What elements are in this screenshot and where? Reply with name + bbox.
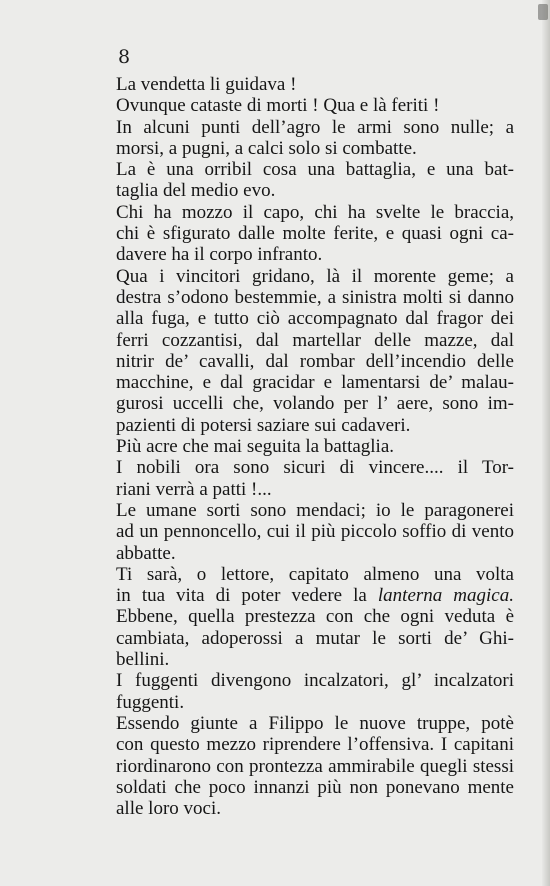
text-line-content: La vendetta li guidava ! xyxy=(116,74,297,95)
text-line xyxy=(116,521,514,542)
text-line xyxy=(116,372,514,393)
text-line-content: I nobili ora sono sicuri di vincere.... il Tor- xyxy=(116,457,514,479)
text-line-content: In alcuni punti dell’agro le armi sono nulle; a xyxy=(116,116,514,138)
text-line-content: destra s’odono bestemmie, a sinistra molti si danno xyxy=(116,286,514,308)
text-line xyxy=(116,564,514,585)
text-line-content: La è una orribil cosa una battaglia, e una bat- xyxy=(116,159,514,181)
text-line-content: gurosi uccelli che, volando per l’ aere, sono im- xyxy=(116,393,514,415)
text-line xyxy=(116,798,514,819)
text-line xyxy=(116,351,514,372)
text-line-content: fuggenti. xyxy=(116,691,185,713)
text-line-content: taglia del medio evo. xyxy=(116,180,276,202)
text-line xyxy=(116,479,514,500)
text-line xyxy=(116,585,514,606)
text-line-content: in tua vita di poter vedere la xyxy=(116,585,378,607)
text-line-content: morsi, a pugni, a calci solo si combatte. xyxy=(116,137,417,159)
text-line xyxy=(116,543,514,564)
text-line xyxy=(116,777,514,798)
text-line xyxy=(116,415,514,436)
body-text xyxy=(116,74,514,819)
text-line xyxy=(116,308,514,329)
text-line xyxy=(116,756,514,777)
binding-shadow xyxy=(542,0,550,886)
italic-phrase: lanterna magica. xyxy=(377,585,514,607)
text-line-content: davere ha il corpo infranto. xyxy=(116,244,323,266)
text-line-content: con questo mezzo riprendere l’offensiva. I capitani xyxy=(116,734,514,756)
text-line-content: ferri cozzantisi, dal martellar delle mazze, dal xyxy=(116,329,514,351)
text-line-content: riani verrà a patti !... xyxy=(116,478,272,500)
text-line-content: Più acre che mai seguita la battaglia. xyxy=(116,436,395,458)
text-line-content: Chi ha mozzo il capo, chi ha svelte le braccia, xyxy=(116,201,514,223)
text-line-content: chi è sfigurato dalle molte ferite, e quasi ogni ca- xyxy=(116,223,514,245)
text-line xyxy=(116,457,514,478)
text-line-content: Ebbene, quella prestezza con che ogni veduta è xyxy=(116,606,514,628)
text-line xyxy=(116,393,514,414)
text-line xyxy=(116,138,514,159)
text-line xyxy=(116,692,514,713)
text-line-content: abbatte. xyxy=(116,542,176,564)
text-line xyxy=(116,74,514,95)
text-line-content: bellini. xyxy=(116,649,170,671)
text-line xyxy=(116,628,514,649)
text-line xyxy=(116,436,514,457)
text-line-content: Ti sarà, o lettore, capitato almeno una volta xyxy=(116,563,514,585)
text-line-content: Essendo giunte a Filippo le nuove truppe, potè xyxy=(116,712,514,734)
text-line xyxy=(116,180,514,201)
text-line xyxy=(116,734,514,755)
page-number: 8 xyxy=(118,46,131,68)
text-line-content: Le umane sorti sono mendaci; io le paragonerei xyxy=(116,499,514,521)
text-line-content: cambiata, adoperossi a mutar le sorti de’ Ghi- xyxy=(116,627,514,649)
text-line-content: I fuggenti divengono incalzatori, gl’ incalzatori xyxy=(116,670,514,692)
text-line-content: pazienti di potersi saziare sui cadaveri. xyxy=(116,414,411,436)
text-line xyxy=(116,223,514,244)
text-line-content: riordinarono con prontezza ammirabile quegli stessi xyxy=(116,755,514,777)
text-line-content: ad un pennoncello, cui il più piccolo soffio di vento xyxy=(116,521,514,543)
text-line xyxy=(116,244,514,265)
text-line xyxy=(116,159,514,180)
text-line-content: macchine, e dal gracidar e lamentarsi de’ malau- xyxy=(116,372,514,394)
text-line-content: alle loro voci. xyxy=(116,798,221,820)
text-line xyxy=(116,117,514,138)
corner-mark xyxy=(538,4,548,20)
text-line xyxy=(116,670,514,691)
text-line xyxy=(116,266,514,287)
text-line-content: soldati che poco innanzi più non ponevano mente xyxy=(116,776,514,798)
text-line-content: Qua i vincitori gridano, là il morente geme; a xyxy=(116,265,514,287)
text-line xyxy=(116,500,514,521)
text-line xyxy=(116,202,514,223)
text-line xyxy=(116,95,514,116)
text-line xyxy=(116,287,514,308)
text-line-content: alla fuga, e tutto ciò accompagnato dal fragor dei xyxy=(116,308,514,330)
text-line xyxy=(116,606,514,627)
text-line xyxy=(116,330,514,351)
text-line xyxy=(116,649,514,670)
text-line-content: nitrir de’ cavalli, dal rombar dell’incendio delle xyxy=(116,350,514,372)
text-line xyxy=(116,713,514,734)
text-line-content: Ovunque cataste di morti ! Qua e là feriti ! xyxy=(116,95,440,117)
